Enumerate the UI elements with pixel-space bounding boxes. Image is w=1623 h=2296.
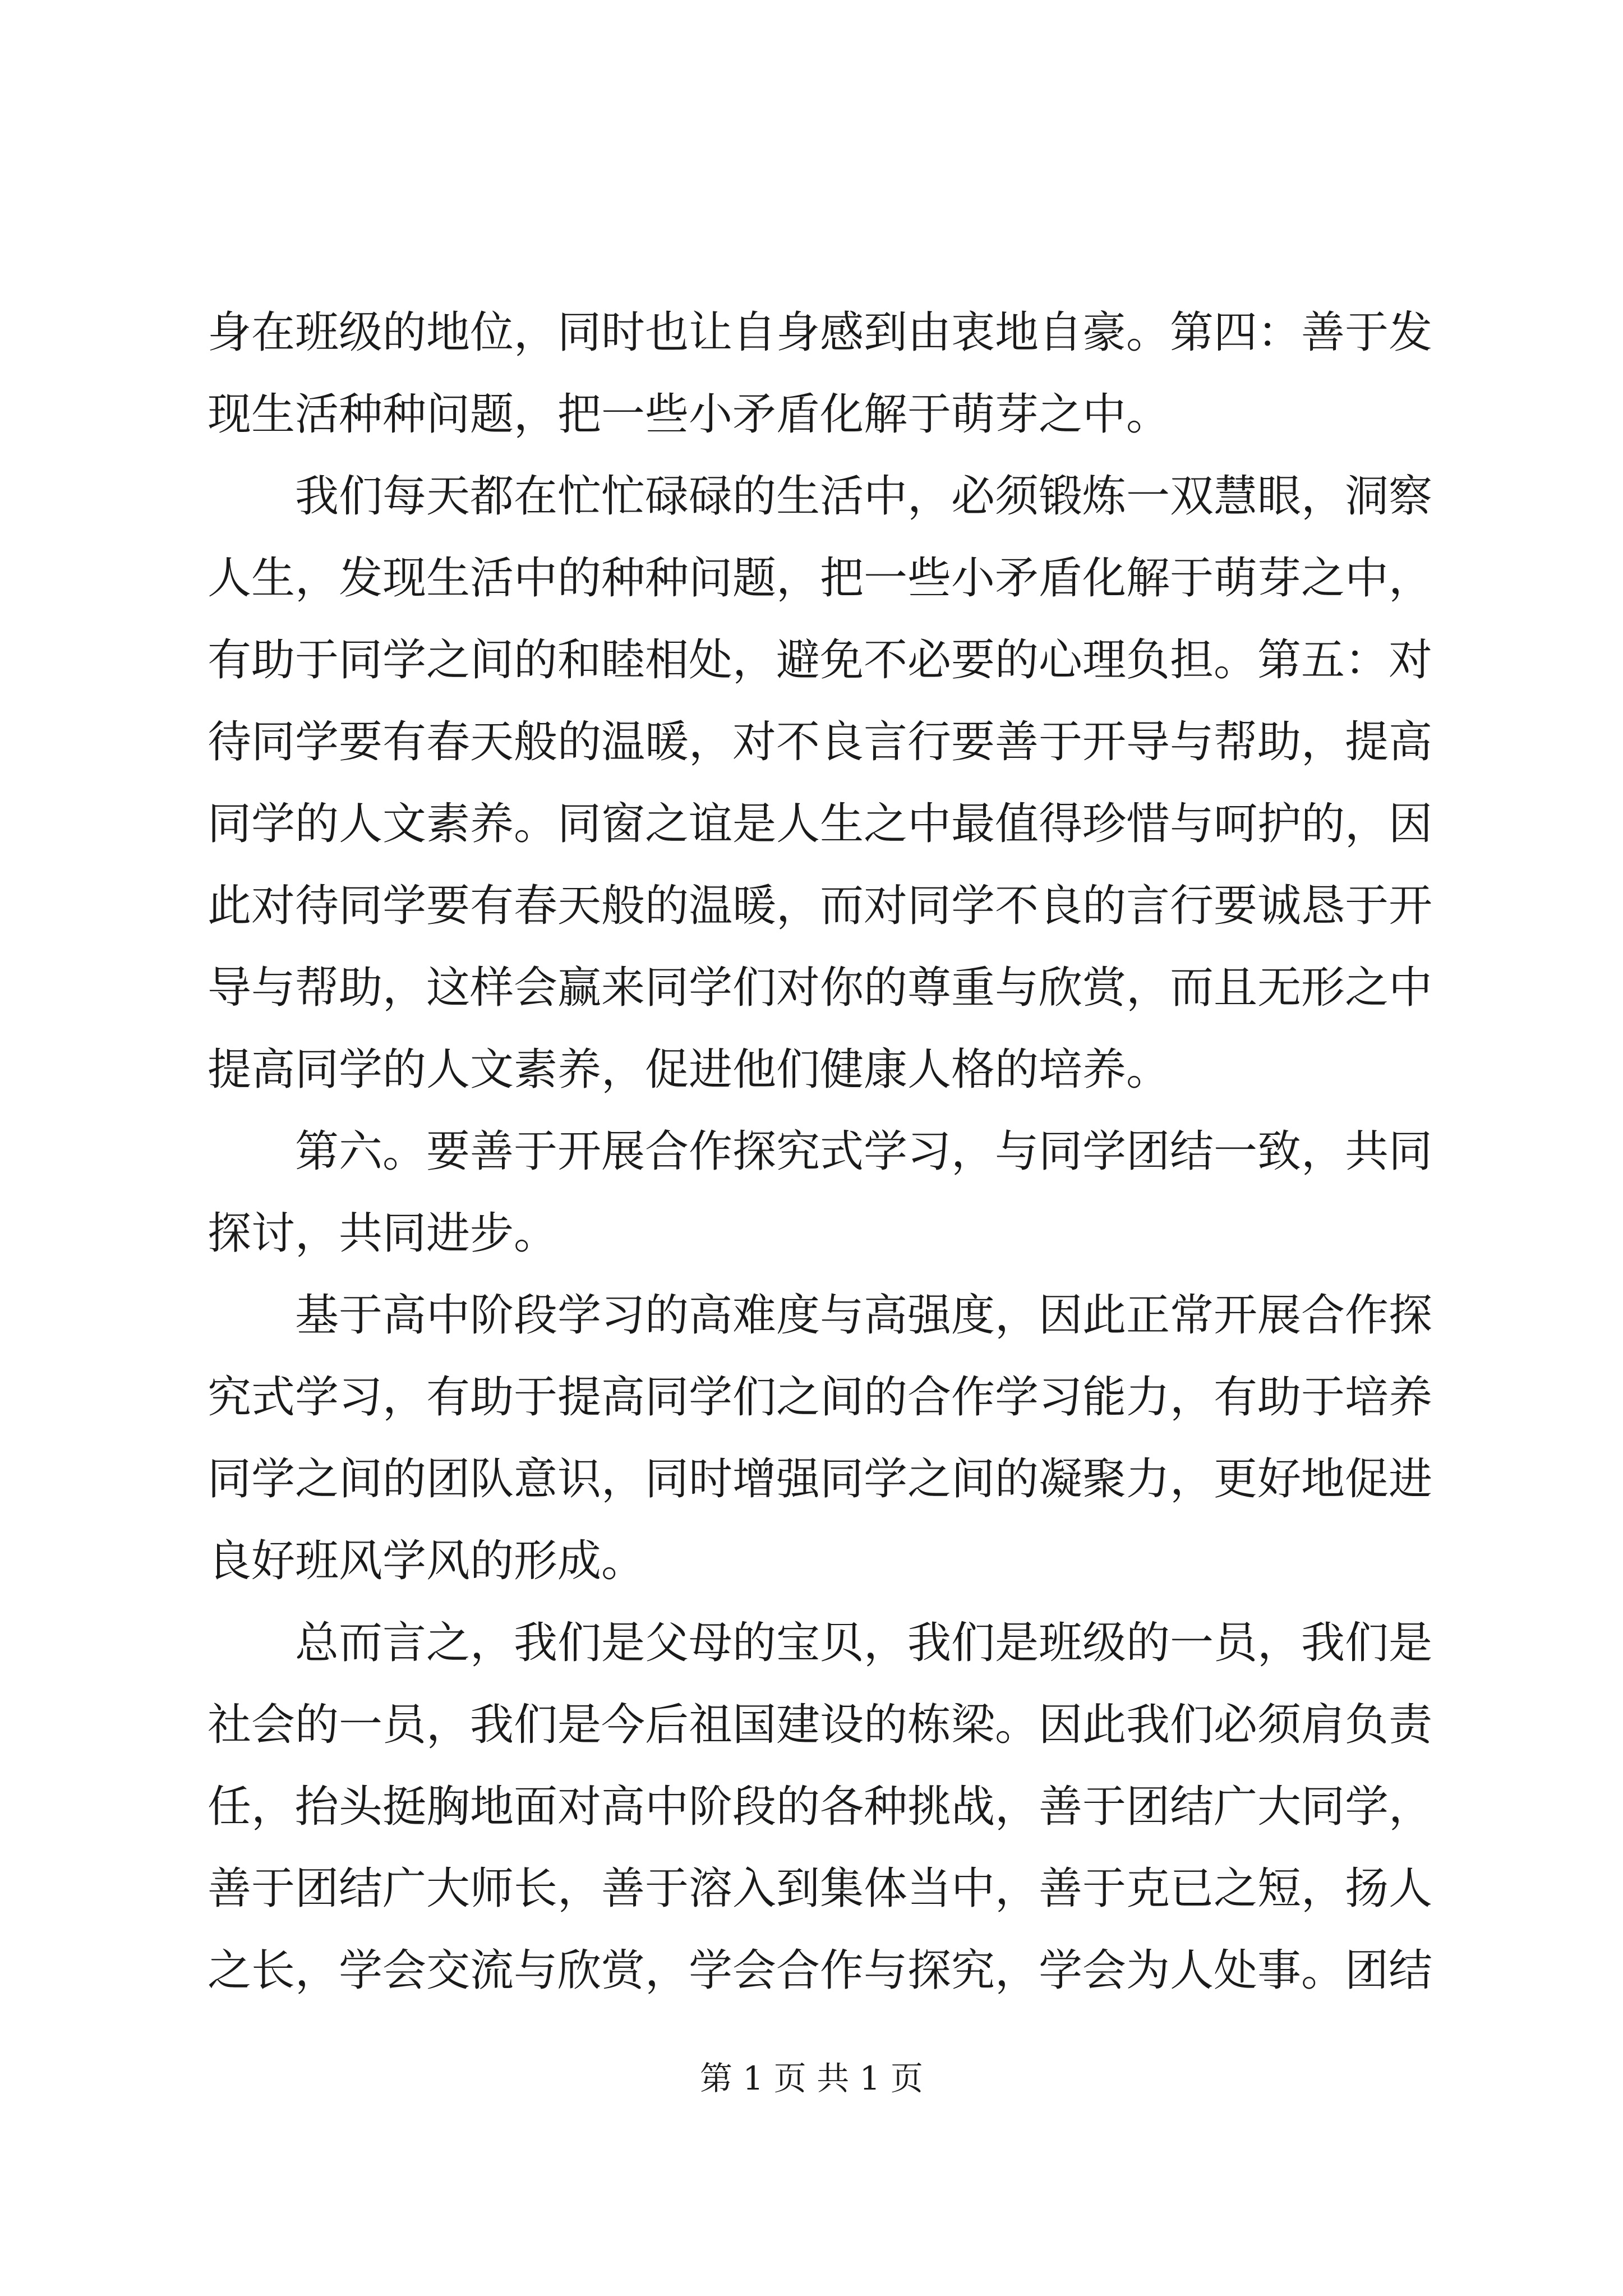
page-number-label: 第 1 页 共 1 页 [700, 2059, 923, 2097]
document-body [208, 292, 1433, 2012]
text-line: 探讨，共同进步。 [208, 1208, 558, 1259]
text-line: 同学的人文素养。同窗之谊是人生之中最值得珍惜与呵护的，因 [208, 799, 1433, 849]
text-line: 我们每天都在忙忙碌碌的生活中，必须锻炼一双慧眼，洞察 [295, 471, 1433, 522]
text-line: 待同学要有春天般的温暖，对不良言行要善于开导与帮助，提高 [208, 717, 1433, 767]
text-line: 社会的一员，我们是今后祖国建设的栋梁。因此我们必须肩负责 [208, 1700, 1433, 1750]
text-line: 善于团结广大师长，善于溶入到集体当中，善于克已之短，扬人 [208, 1864, 1433, 1914]
text-line: 现生活种种问题，把一些小矛盾化解于萌芽之中。 [208, 389, 1170, 440]
text-line: 之长，学会交流与欣赏，学会合作与探究，学会为人处事。团结 [208, 1945, 1433, 1996]
text-line: 身在班级的地位，同时也让自身感到由衷地自豪。第四：善于发 [208, 307, 1433, 358]
text-line: 第六。要善于开展合作探究式学习，与同学团结一致，共同 [295, 1126, 1433, 1177]
text-line: 基于高中阶段学习的高难度与高强度，因此正常开展合作探 [295, 1290, 1433, 1341]
text-line: 同学之间的团队意识，同时增强同学之间的凝聚力，更好地促进 [208, 1454, 1433, 1504]
text-line: 有助于同学之间的和睦相处，避免不必要的心理负担。第五：对 [208, 635, 1433, 685]
text-line: 究式学习，有助于提高同学们之间的合作学习能力，有助于培养 [208, 1372, 1433, 1423]
text-line: 此对待同学要有春天般的温暖，而对同学不良的言行要诚恳于开 [208, 881, 1433, 931]
text-line: 良好班风学风的形成。 [208, 1536, 645, 1586]
text-line: 导与帮助，这样会赢来同学们对你的尊重与欣赏，而且无形之中 [208, 963, 1433, 1013]
text-line: 任，抬头挺胸地面对高中阶段的各种挑战，善于团结广大同学， [208, 1782, 1433, 1832]
text-line: 人生，发现生活中的种种问题，把一些小矛盾化解于萌芽之中， [208, 553, 1433, 604]
page-footer [0, 2056, 1623, 2101]
text-line: 提高同学的人文素养，促进他们健康人格的培养。 [208, 1045, 1170, 1095]
text-line: 总而言之，我们是父母的宝贝，我们是班级的一员，我们是 [295, 1618, 1433, 1668]
